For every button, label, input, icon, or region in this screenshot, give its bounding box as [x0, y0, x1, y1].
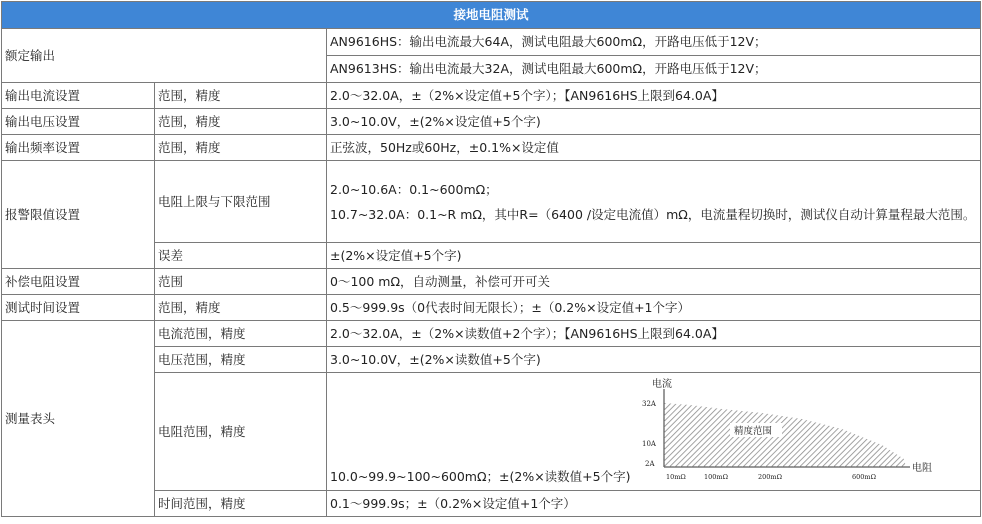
rated-output-an9616hs: AN9616HS：输出电流最大64A，测试电阻最大600mΩ，开路电压低于12V；: [327, 29, 981, 56]
y-tick-32a: 32A: [642, 400, 656, 408]
meter-voltage-value: 3.0~10.0V，±(2%×读数值+5个字): [327, 347, 981, 373]
meter-time-value: 0.1～999.9s；±（0.2%×设定值+1个字）: [327, 491, 981, 517]
table-title: 接地电阻测试: [2, 2, 981, 29]
alarm-range-line-2: 10.7~32.0A：0.1~R mΩ，其中R=（6400 /设定电流值）mΩ，电流量程切换时，测试仪自动计算量程最大范围。: [330, 206, 976, 222]
alarm-range-sub: 电阻上限与下限范围: [155, 161, 327, 243]
rated-output-label: 额定输出: [2, 29, 327, 83]
voltage-setting-sub: 范围，精度: [155, 109, 327, 135]
graph-y-title: 电流: [652, 379, 673, 390]
table-row: [2, 295, 981, 321]
meter-resistance-cell: [327, 373, 981, 491]
meter-resistance-value: 10.0~99.9~100~600mΩ；±(2%×读数值+5个字): [330, 469, 631, 484]
table-row: [2, 83, 981, 109]
table-row: [2, 161, 981, 243]
meter-time-sub: 时间范围，精度: [155, 491, 327, 517]
meter-current-sub: 电流范围，精度: [155, 321, 327, 347]
table-row: [2, 109, 981, 135]
x-tick-600m: 600mΩ: [852, 473, 876, 481]
freq-setting-value: 正弦波，50Hz或60Hz，±0.1%×设定值: [327, 135, 981, 161]
table-header-row: [2, 2, 981, 29]
spec-table: [1, 1, 981, 517]
comp-resistance-sub: 范围: [155, 269, 327, 295]
current-setting-value: 2.0～32.0A，±（2%×设定值+5个字）；【AN9616HS上限到64.0A】: [327, 83, 981, 109]
freq-setting-label: 输出频率设置: [2, 135, 155, 161]
table-row: [2, 29, 981, 56]
y-tick-10a: 10A: [642, 440, 656, 448]
alarm-range-value: [327, 161, 981, 243]
meter-label: 测量表头: [2, 321, 155, 517]
graph-x-title: 电阻: [912, 463, 933, 474]
table-row: [2, 269, 981, 295]
comp-resistance-value: 0～100 mΩ，自动测量，补偿可开可关: [327, 269, 981, 295]
test-time-sub: 范围，精度: [155, 295, 327, 321]
freq-setting-sub: 范围，精度: [155, 135, 327, 161]
x-tick-100m: 100mΩ: [704, 473, 728, 481]
test-time-value: 0.5～999.9s（0代表时间无限长）；±（0.2%×设定值+1个字）: [327, 295, 981, 321]
meter-voltage-sub: 电压范围，精度: [155, 347, 327, 373]
region-label: 精度范围: [734, 426, 773, 437]
meter-current-value: 2.0～32.0A，±（2%×读数值+2个字）；【AN9616HS上限到64.0A】: [327, 321, 981, 347]
voltage-setting-label: 输出电压设置: [2, 109, 155, 135]
table-row: [2, 321, 981, 347]
table-row: [2, 135, 981, 161]
test-time-label: 测试时间设置: [2, 295, 155, 321]
accuracy-region: [664, 403, 906, 467]
x-tick-10m: 10mΩ: [666, 473, 686, 481]
accuracy-range-graph: [642, 375, 942, 487]
x-tick-200m: 200mΩ: [758, 473, 782, 481]
comp-resistance-label: 补偿电阻设置: [2, 269, 155, 295]
alarm-setting-label: 报警限值设置: [2, 161, 155, 269]
y-tick-2a: 2A: [645, 460, 655, 468]
alarm-error-sub: 误差: [155, 243, 327, 269]
alarm-range-line-1: 2.0~10.6A：0.1~600mΩ；: [330, 181, 498, 197]
meter-resistance-sub: 电阻范围，精度: [155, 373, 327, 491]
voltage-setting-value: 3.0~10.0V，±(2%×设定值+5个字): [327, 109, 981, 135]
current-setting-sub: 范围，精度: [155, 83, 327, 109]
current-setting-label: 输出电流设置: [2, 83, 155, 109]
rated-output-an9613hs: AN9613HS：输出电流最大32A，测试电阻最大600mΩ，开路电压低于12V；: [327, 56, 981, 83]
alarm-error-value: ±(2%×设定值+5个字): [327, 243, 981, 269]
